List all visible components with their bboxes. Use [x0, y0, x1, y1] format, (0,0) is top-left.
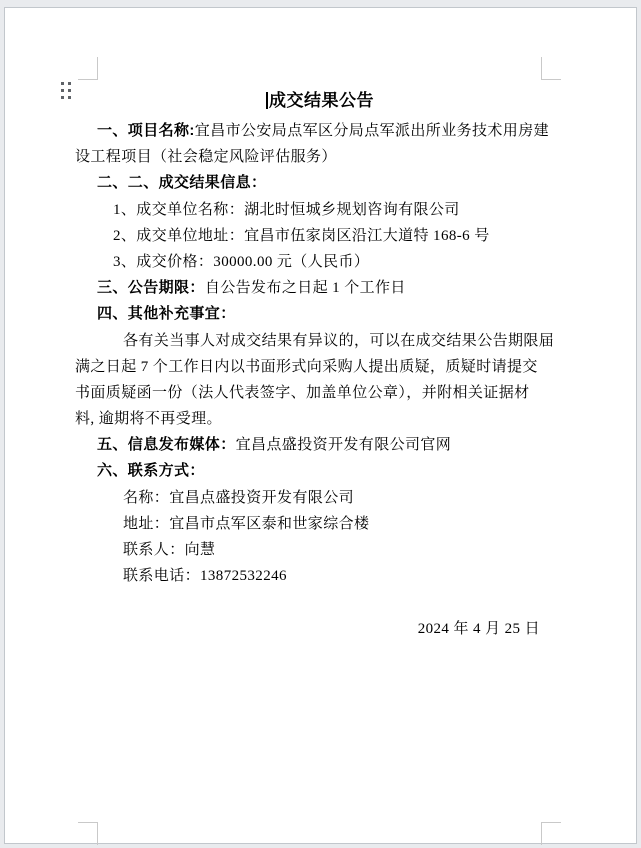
document-date-line[interactable]: [75, 616, 543, 642]
body-text: 料, 逾期将不再受理。: [75, 411, 222, 428]
section-1-text-wrap: 设工程项目（社会稳定风险评估服务）: [75, 149, 337, 166]
grip-dot: [61, 89, 64, 92]
margin-crop-mark-bottom-right-icon: [541, 822, 561, 845]
section-4-body-line-3[interactable]: [75, 380, 543, 406]
section-2-item-1[interactable]: [75, 197, 543, 223]
section-3-text: 自公告发布之日起 1 个工作日: [204, 280, 406, 297]
margin-crop-mark-top-right-icon: [541, 57, 561, 80]
grip-dot: [68, 96, 71, 99]
section-4-body-line-4[interactable]: [75, 406, 543, 432]
section-2-item-2[interactable]: [75, 223, 543, 249]
section-4-heading-line[interactable]: [75, 301, 543, 327]
document-date: 2024 年 4 月 25 日: [417, 620, 540, 637]
item-text: 1、成交单位名称：湖北时恒城乡规划咨询有限公司: [113, 201, 460, 218]
document-content[interactable]: [75, 84, 555, 642]
section-1-line-1[interactable]: [75, 118, 549, 144]
contact-phone-line[interactable]: [75, 563, 543, 589]
section-1-text: 宜昌市公安局点军区分局点军派出所业务技术用房建: [194, 123, 549, 139]
contact-text: 地址：宜昌市点军区泰和世家综合楼: [123, 515, 370, 532]
section-5-text: 宜昌点盛投资开发有限公司官网: [235, 437, 452, 454]
contact-name-line[interactable]: [75, 485, 543, 511]
margin-crop-mark-bottom-left-icon: [78, 822, 98, 845]
item-text: 3、成交价格：30000.00 元（人民币）: [113, 253, 370, 270]
section-2-heading-line[interactable]: [75, 170, 543, 196]
section-1-heading: 一、项目名称:: [97, 122, 195, 139]
document-title-line[interactable]: [97, 84, 543, 118]
contact-text: 联系电话：13872532246: [123, 568, 287, 585]
section-6-heading-line[interactable]: [75, 458, 543, 484]
body-text: 书面质疑函一份（法人代表签字、加盖单位公章），并附相关证据材: [75, 384, 530, 401]
contact-address-line[interactable]: [75, 511, 543, 537]
body-text: 各有关当事人对成交结果有异议的，可以在成交结果公告期限届: [123, 332, 555, 349]
section-5-line[interactable]: [75, 432, 543, 458]
text-cursor: [266, 92, 268, 109]
section-3-line[interactable]: [75, 275, 543, 301]
margin-crop-mark-top-left-icon: [78, 57, 98, 80]
section-2-heading: 二、二、成交结果信息：: [97, 174, 267, 192]
section-4-body-line-2[interactable]: [75, 354, 543, 380]
body-text: 满之日起 7 个工作日内以书面形式向采购人提出质疑，质疑时请提交: [75, 358, 538, 375]
section-2-item-3[interactable]: [75, 249, 543, 275]
grip-dot: [61, 82, 64, 85]
section-6-heading: 六、联系方式：: [97, 462, 205, 480]
section-5-heading: 五、信息发布媒体：: [97, 436, 236, 454]
grip-dot: [61, 96, 64, 99]
section-4-body-line-1[interactable]: [75, 328, 555, 354]
section-3-heading: 三、公告期限：: [97, 279, 205, 297]
section-4-heading: 四、其他补充事宜：: [97, 305, 236, 323]
contact-text: 名称：宜昌点盛投资开发有限公司: [123, 489, 355, 506]
grip-dot: [68, 82, 71, 85]
grip-dot: [68, 89, 71, 92]
section-1-line-2[interactable]: [75, 144, 543, 170]
contact-text: 联系人：向慧: [123, 542, 216, 558]
drag-handle-icon[interactable]: [61, 82, 71, 99]
page-title: 成交结果公告: [269, 91, 374, 110]
contact-person-line[interactable]: [75, 537, 543, 563]
item-text: 2、成交单位地址：宜昌市伍家岗区沿江大道特 168-6 号: [113, 227, 490, 244]
